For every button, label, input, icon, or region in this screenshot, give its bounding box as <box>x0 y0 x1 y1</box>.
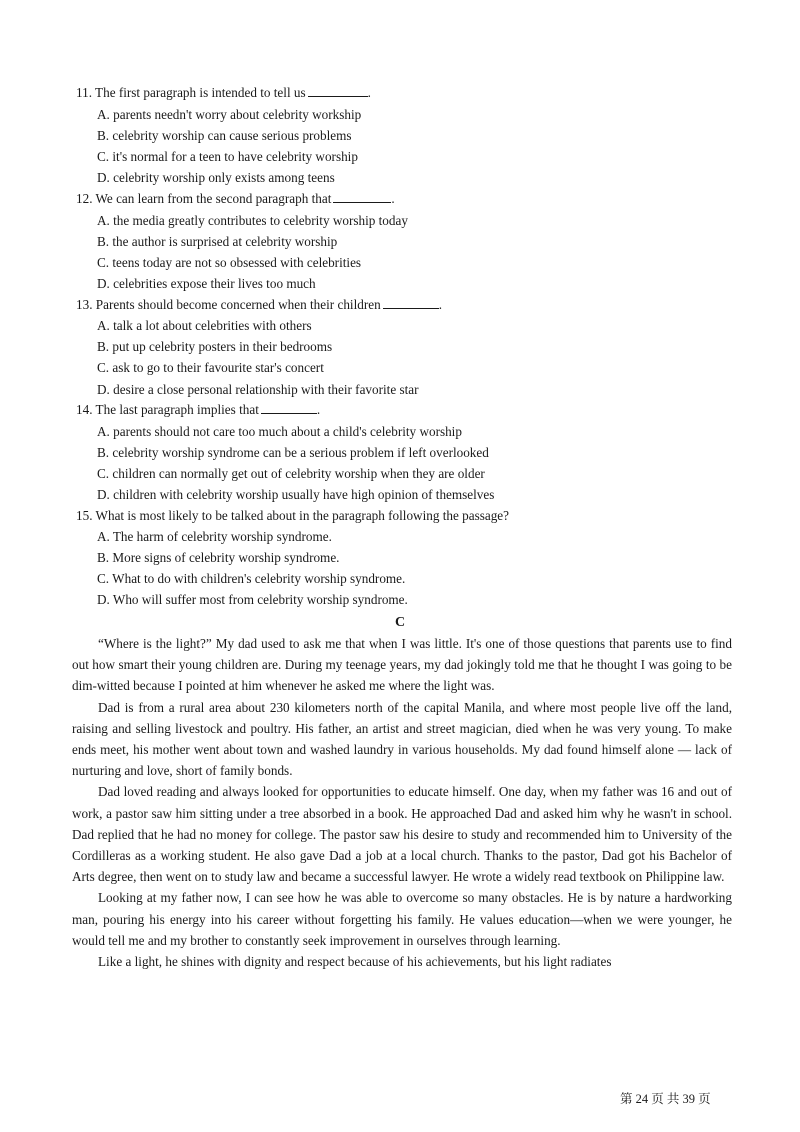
question-13-option-b: B. put up celebrity posters in their bedrooms <box>97 339 333 354</box>
question-14-stem: 14. The last paragraph implies that . <box>76 402 321 417</box>
question-12-option-c: C. teens today are not so obsessed with celebrities <box>97 255 362 270</box>
question-text: 15. What is most likely to be talked about in the paragraph following the passage? <box>76 508 510 523</box>
passage-paragraph: Dad is from a rural area about 230 kilometers north of the capital Manila, and where most people live off the land, raising and selling livestock and poultry. His father, an artist and street magician, died when he was very young. To make ends meet, his mother went about town and washed laundry in various households. My dad found himself alone — lack of nurturing and love, short of family bonds. <box>72 699 732 779</box>
question-11-option-c: C. it's normal for a teen to have celebrity worship <box>97 149 358 164</box>
passage-paragraph: Like a light, he shines with dignity and respect because of his achievements, but his light radiates <box>98 954 612 970</box>
passage-paragraph: Dad loved reading and always looked for opportunities to educate himself. One day, when my father was 16 and out of work, a pastor saw him sitting under a tree absorbed in a book. He approached Dad and asked him why he wasn't in school. Dad replied that he had no money for college. The pastor saw his desire to study and recommended him to University of the Cordilleras as a working student. He also gave Dad a job at a local church. Thanks to the pastor, Dad got his Bachelor of Arts degree, then went on to study law and became a successful lawyer. He wrote a widely read textbook on Philippine law. <box>72 784 732 885</box>
question-15-option-d: D. Who will suffer most from celebrity worship syndrome. <box>97 592 408 607</box>
question-12-option-b: B. the author is surprised at celebrity worship <box>97 234 338 249</box>
answer-blank <box>308 85 368 97</box>
question-13-stem: 13. Parents should become concerned when their children . <box>76 297 442 312</box>
question-12-stem: 12. We can learn from the second paragraph that . <box>76 191 395 206</box>
question-13-option-c: C. ask to go to their favourite star's concert <box>97 360 324 375</box>
section-heading: C <box>394 615 406 630</box>
question-text: 13. Parents should become concerned when their children <box>76 297 381 312</box>
question-text: 11. The first paragraph is intended to tell us <box>76 85 306 100</box>
question-15-option-a: A. The harm of celebrity worship syndrome. <box>97 529 332 544</box>
passage-paragraph: “Where is the light?” My dad used to ask me that when I was little. It's one of those questions that parents use to find out how smart their young children are. During my teenage years, my dad jokingly told me that he thought I was going to be dim-witted because I pointed at him whenever he asked me where the light was. <box>72 636 732 694</box>
question-13-option-d: D. desire a close personal relationship with their favorite star <box>97 382 419 397</box>
question-15-stem <box>76 508 509 524</box>
question-14-option-d: D. children with celebrity worship usually have high opinion of themselves <box>97 487 495 502</box>
question-text: 14. The last paragraph implies that <box>76 402 259 417</box>
question-15-option-c: C. What to do with children's celebrity worship syndrome. <box>97 571 406 586</box>
question-11-stem: 11. The first paragraph is intended to tell us . <box>76 85 371 100</box>
question-12-option-a: A. the media greatly contributes to celebrity worship today <box>97 213 408 228</box>
question-14-option-a: A. parents should not care too much about a child's celebrity worship <box>97 424 462 439</box>
passage-paragraph: Looking at my father now, I can see how he was able to overcome so many obstacles. He is by nature a hardworking man, pouring his energy into his career without forgetting his family. He values education—when we were younger, he would tell me and my brother to constantly seek improvement in ourselves through learning. <box>72 890 732 948</box>
page-number: 第 24 页 共 39 页 <box>620 1092 711 1106</box>
question-12-option-d: D. celebrities expose their lives too much <box>97 276 316 291</box>
answer-blank <box>383 297 439 309</box>
question-11-option-a: A. parents needn't worry about celebrity workship <box>97 107 362 122</box>
question-15-option-b: B. More signs of celebrity worship syndrome. <box>97 550 340 565</box>
question-11-option-b: B. celebrity worship can cause serious problems <box>97 128 352 143</box>
question-text: 12. We can learn from the second paragraph that <box>76 191 332 206</box>
question-13-option-a: A. talk a lot about celebrities with others <box>97 318 312 333</box>
answer-blank <box>261 402 317 414</box>
question-14-option-b: B. celebrity worship syndrome can be a serious problem if left overlooked <box>97 445 489 460</box>
question-11-option-d: D. celebrity worship only exists among teens <box>97 170 335 185</box>
answer-blank <box>333 191 391 203</box>
passage <box>72 633 732 972</box>
question-14-option-c: C. children can normally get out of celebrity worship when they are older <box>97 466 485 481</box>
